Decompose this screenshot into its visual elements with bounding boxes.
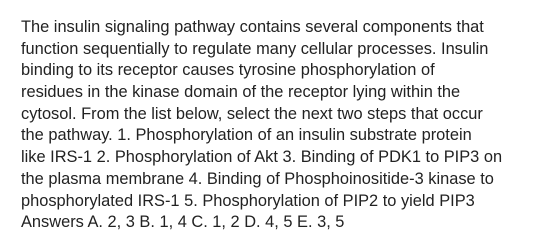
question-line: cytosol. From the list below, select the next two steps that occur [21, 104, 483, 123]
question-line: The insulin signaling pathway contains several components that [21, 18, 484, 36]
answers-line: Answers A. 2, 3 B. 1, 4 C. 1, 2 D. 4, 5 E. 3, 5 [21, 213, 345, 232]
question-line: residues in the kinase domain of the receptor lying within the [21, 83, 461, 102]
question-line: function sequentially to regulate many cellular processes. Insulin [21, 39, 489, 58]
question-line: the pathway. 1. Phosphorylation of an insulin substrate protein [21, 126, 472, 145]
question-line: binding to its receptor causes tyrosine phosphorylation of [21, 61, 435, 80]
question-line: the plasma membrane 4. Binding of Phosphoinositide-3 kinase to [21, 169, 494, 188]
question-line: phosphorylated IRS-1 5. Phosphorylation of PIP2 to yield PIP3 [21, 191, 475, 210]
question-line: like IRS-1 2. Phosphorylation of Akt 3. Binding of PDK1 to PIP3 on [21, 148, 503, 167]
question-text [21, 17, 551, 234]
